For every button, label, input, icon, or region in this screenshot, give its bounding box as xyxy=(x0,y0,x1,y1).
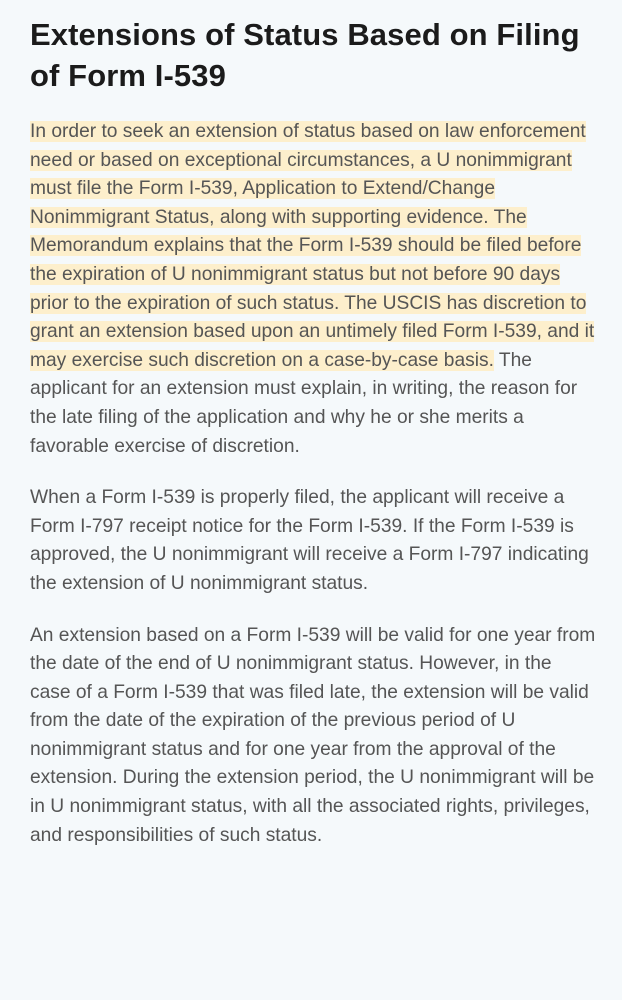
article-title: Extensions of Status Based on Filing of Form I-539 xyxy=(30,17,580,93)
paragraph-1 xyxy=(30,118,596,461)
highlighted-text[interactable]: In order to seek an extension of status based on law enforcement need or based on exceptional circumstances, a U nonimmigrant must file the Form I-539, Application to Extend/Change Nonimmigrant Status, along with supporting evidence. The Memorandum explains that the Form I-539 should be filed before the expiration of U nonimmigrant status but not before 90 days prior to the expiration of such status. The USCIS has discretion to grant an extension based upon an untimely filed Form I-539, and it may exercise such discretion on a case-by-case basis. xyxy=(30,121,595,371)
paragraph-2: When a Form I-539 is properly filed, the applicant will receive a Form I-797 receipt notice for the Form I-539. If the Form I-539 is approved, the U nonimmigrant will receive a Form I-797 indicating the extension of U nonimmigrant status. xyxy=(30,487,589,594)
paragraph-3: An extension based on a Form I-539 will be valid for one year from the date of the end of U nonimmigrant status. However, in the case of a Form I-539 that was filed late, the extension will be valid from the date of the expiration of the previous period of U nonimmigrant status and for one year from the approval of the extension. During the extension period, the U nonimmigrant will be in U nonimmigrant status, with all the associated rights, privileges, and responsibilities of such status. xyxy=(30,624,596,846)
paragraph-1-rest: The applicant for an extension must explain, in writing, the reason for the late filing of the application and why he or she merits a favorable exercise of discretion. xyxy=(30,349,578,457)
